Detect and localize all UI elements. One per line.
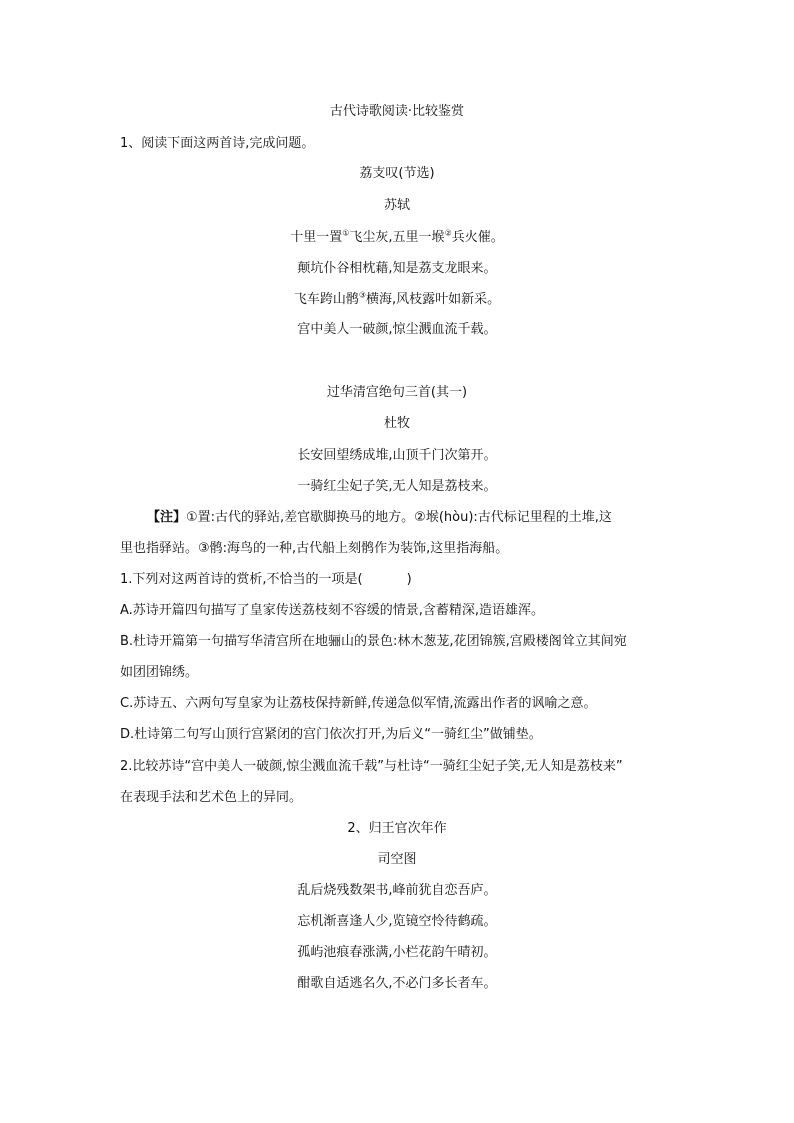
poem-1-line-2: 颠坑仆谷相枕藉,知是荔支龙眼来。	[297, 261, 497, 276]
poem-1-line-1	[0, 228, 794, 248]
option-b-line-2: 如团团锦绣。	[120, 665, 199, 680]
poem-2-line-1: 长安回望绣成堆,山顶千门次第开。	[297, 448, 497, 463]
poem-1-title: 荔支叹(节选)	[359, 166, 435, 181]
footnote-marker-3: ③	[358, 290, 367, 300]
poem-2-author: 杜牧	[383, 416, 410, 431]
poem-3-line-3: 孤屿池痕春涨满,小栏花韵午晴初。	[297, 945, 497, 960]
subquestion-1-stem	[120, 570, 412, 590]
document-title: 古代诗歌阅读·比较鉴赏	[329, 104, 465, 119]
poem-1-line-4: 宫中美人一破颜,惊尘溅血流千载。	[297, 322, 497, 337]
subquestion-2-line-1: 2.比较苏诗“宫中美人一破颜,惊尘溅血流千载”与杜诗“一骑红尘妃子笑,无人知是荔枝来”	[120, 759, 623, 774]
poem-1-line-3-part-b: 横海,风枝露叶如新采。	[366, 292, 501, 307]
subquestion-1-stem-text: 1.下列对这两首诗的赏析,不恰当的一项是(	[120, 572, 363, 587]
annotation-line-2: 里也指驿站。③鹘:海鸟的一种,古代船上刻鹘作为装饰,这里指海船。	[120, 541, 509, 556]
poem-2-line-2: 一骑红尘妃子笑,无人知是荔枝来。	[297, 479, 497, 494]
poem-2-title: 过华清宫绝句三首(其一)	[326, 385, 468, 400]
poem-3-line-2: 忘机渐喜逢人少,览镜空怜待鹤疏。	[297, 914, 497, 929]
annotation-label: 【注】	[147, 510, 187, 525]
poem-3-line-1: 乱后烧残数架书,峰前犹自恋吾庐。	[297, 883, 497, 898]
question-2-title: 2、归王官次年作	[347, 821, 447, 836]
annotation-line-1	[147, 508, 612, 528]
footnote-marker-2: ②	[444, 228, 452, 238]
poem-1-line-3-part-a: 飞车跨山鹘	[293, 292, 359, 307]
subquestion-1-stem-close: )	[406, 572, 412, 587]
question-2-author: 司空图	[377, 852, 417, 867]
option-a: A.苏诗开篇四句描写了皇家传送荔枝刻不容缓的情景,含蓄精深,造语雄浑。	[120, 603, 545, 618]
footnote-marker-1: ①	[342, 228, 350, 238]
poem-1-line-1-part-a: 十里一置	[290, 230, 343, 245]
poem-1-line-3	[0, 290, 794, 310]
question-1-intro: 1、阅读下面这两首诗,完成问题。	[120, 136, 315, 151]
poem-1-line-1-part-b: 飞尘灰,五里一堠	[349, 230, 445, 245]
annotation-text-1: ①置:古代的驿站,差官歇脚换马的地方。②堠(hòu):古代标记里程的土堆,这	[186, 510, 612, 525]
option-c: C.苏诗五、六两句写皇家为让荔枝保持新鲜,传递急似军情,流露出作者的讽喻之意。	[120, 696, 597, 711]
option-b-line-1: B.杜诗开篇第一句描写华清宫所在地骊山的景色:林木葱茏,花团锦簇,宫殿楼阁耸立其间宛	[120, 634, 627, 649]
poem-3-line-4: 酣歌自适逃名久,不必门多长者车。	[297, 976, 497, 991]
poem-1-line-1-part-c: 兵火催。	[451, 230, 504, 245]
poem-1-author: 苏轼	[383, 198, 410, 213]
option-d: D.杜诗第二句写山顶行宫紧闭的宫门依次打开,为后义“一骑红尘”做铺垫。	[120, 727, 542, 742]
subquestion-2-line-2: 在表现手法和艺术色上的异同。	[120, 790, 303, 805]
